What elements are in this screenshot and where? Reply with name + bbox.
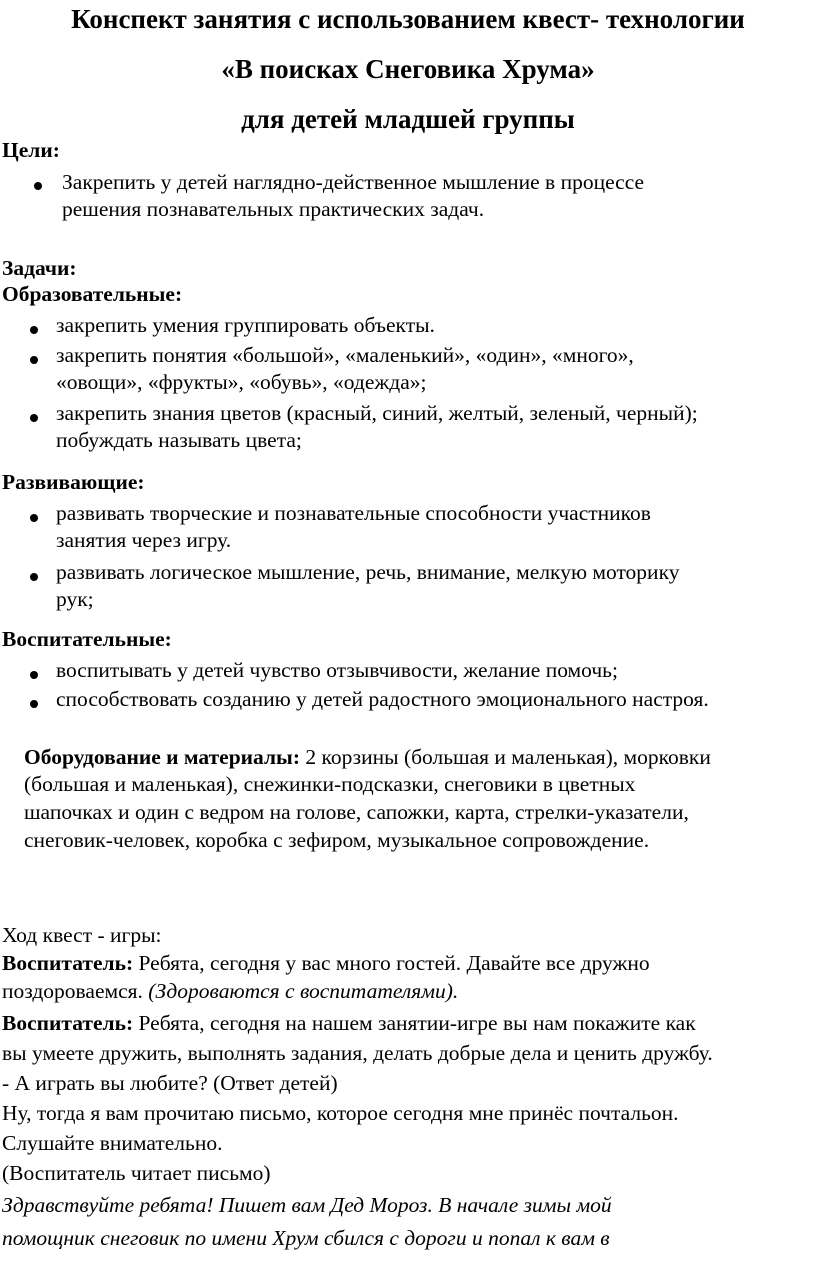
- bullet-icon: [30, 414, 38, 422]
- goal-item-line-2: решения познавательных практических задач.: [62, 197, 485, 221]
- paragraph-2-text: Ребята, сегодня на нашем занятии-игре вы нам покажите как: [133, 1011, 696, 1035]
- edu-item-2-line-2: «овощи», «фрукты», «обувь», «одежда»;: [56, 370, 427, 394]
- paragraph-3: - А играть вы любите? (Ответ детей): [2, 1071, 338, 1095]
- paragraph-5: (Воспитатель читает письмо): [2, 1161, 271, 1185]
- dev-item-1-line-1: развивать творческие и познавательные способности участников: [56, 501, 651, 525]
- up-item-2: способствовать созданию у детей радостного эмоционального настроя.: [56, 687, 709, 711]
- bullet-icon: [30, 671, 38, 679]
- equipment-line-4: снеговик-человек, коробка с зефиром, музыкальное сопровождение.: [24, 828, 650, 852]
- title-line-2: «В поисках Снеговика Хрума»: [221, 54, 595, 84]
- equipment-line-2: (большая и маленькая), снежинки-подсказки, снеговики в цветных: [24, 772, 636, 796]
- paragraph-2-line-2: вы умеете дружить, выполнять задания, делать добрые дела и ценить дружбу.: [2, 1041, 713, 1065]
- edu-item-3-line-1: закрепить знания цветов (красный, синий, желтый, зеленый, черный);: [56, 401, 698, 425]
- title-line-3: для детей младшей группы: [241, 104, 575, 134]
- bullet-icon: [30, 326, 38, 334]
- goals-heading: Цели:: [2, 138, 60, 162]
- paragraph-1-line-1: [2, 951, 650, 976]
- letter-line-2: помощник снеговик по имени Хрум сбился с дороги и попал к вам в: [2, 1226, 610, 1250]
- paragraph-4-line-2: Слушайте внимательно.: [2, 1131, 223, 1155]
- developing-heading: Развивающие:: [2, 470, 145, 494]
- edu-item-1: закрепить умения группировать объекты.: [56, 313, 435, 337]
- paragraph-1-line-2: [2, 979, 458, 1004]
- equipment-line-1: [24, 745, 711, 770]
- edu-item-3-line-2: побуждать называть цвета;: [56, 428, 302, 452]
- paragraph-1-text-2: поздороваемся.: [2, 979, 149, 1003]
- equipment-line-3: шапочках и один с ведром на голове, сапожки, карта, стрелки-указатели,: [24, 800, 689, 824]
- upbringing-heading: Воспитательные:: [2, 627, 172, 651]
- bullet-icon: [34, 182, 42, 190]
- equipment-label: Оборудование и материалы:: [24, 745, 301, 769]
- bullet-icon: [30, 573, 38, 581]
- up-item-1: воспитывать у детей чувство отзывчивости, желание помочь;: [56, 658, 618, 682]
- equipment-text-1: 2 корзины (большая и маленькая), морковки: [300, 745, 711, 769]
- paragraph-4-line-1: Ну, тогда я вам прочитаю письмо, которое сегодня мне принёс почтальон.: [2, 1101, 679, 1125]
- goal-item-line-1: Закрепить у детей наглядно-действенное мышление в процессе: [62, 170, 645, 194]
- dev-item-2-line-1: развивать логическое мышление, речь, внимание, мелкую моторику: [56, 560, 680, 584]
- bullet-icon: [30, 514, 38, 522]
- bullet-icon: [30, 700, 38, 708]
- title-line-1: Конспект занятия с использованием квест- технологии: [71, 4, 745, 34]
- tasks-heading: Задачи:: [2, 256, 77, 280]
- edu-item-2-line-1: закрепить понятия «большой», «маленький», «один», «много»,: [56, 343, 634, 367]
- dev-item-2-line-2: рук;: [56, 587, 94, 611]
- dev-item-1-line-2: занятия через игру.: [56, 528, 232, 552]
- paragraph-1-italic: (Здороваются с воспитателями).: [148, 979, 459, 1003]
- educational-heading: Образовательные:: [2, 282, 183, 306]
- letter-line-1: Здравствуйте ребята! Пишет вам Дед Мороз. В начале зимы мой: [2, 1193, 612, 1217]
- bullet-icon: [30, 356, 38, 364]
- progress-heading: Ход квест - игры:: [2, 923, 162, 947]
- paragraph-2-line-1: [2, 1011, 696, 1036]
- speaker-label: Воспитатель:: [2, 951, 134, 975]
- speaker-label: Воспитатель:: [2, 1011, 134, 1035]
- paragraph-1-text: Ребята, сегодня у вас много гостей. Давайте все дружно: [133, 951, 650, 975]
